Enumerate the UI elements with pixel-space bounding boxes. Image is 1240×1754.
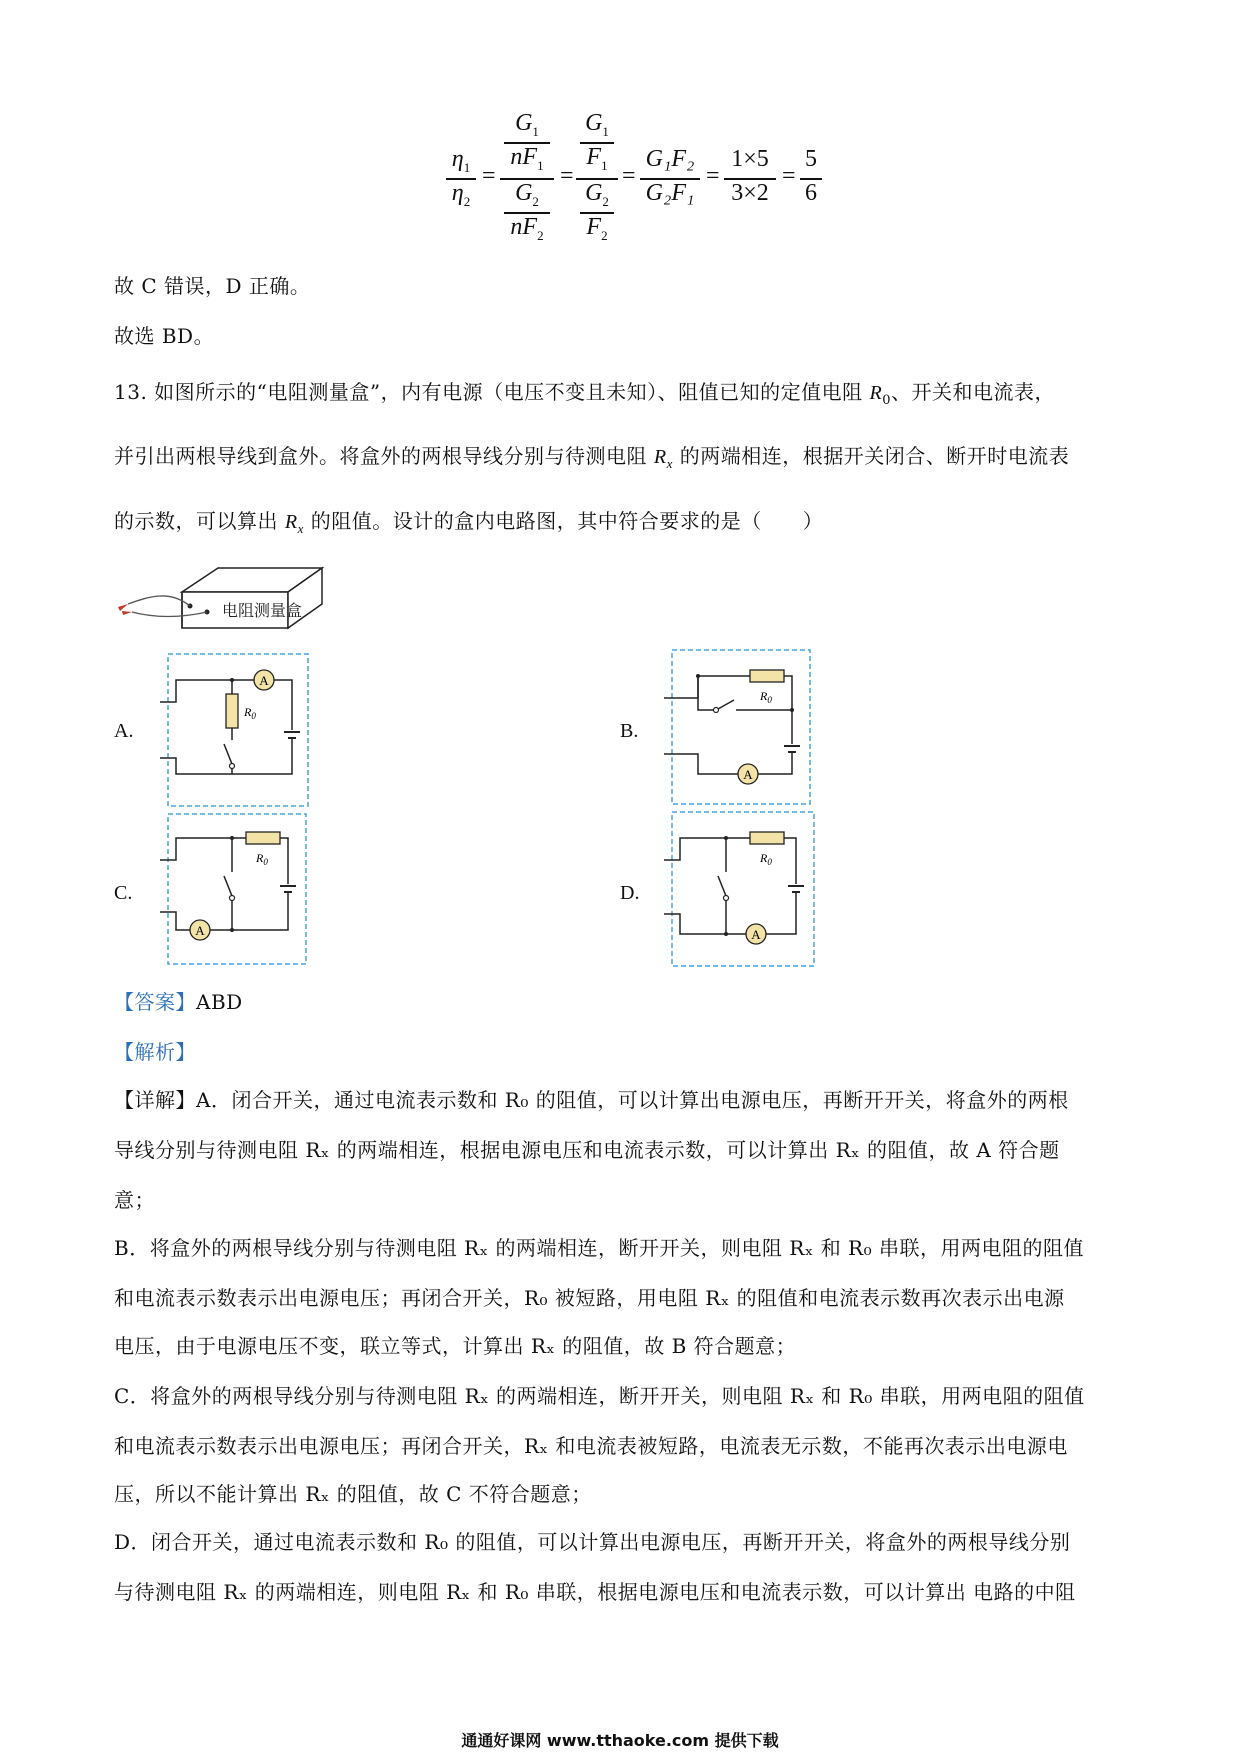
answer-value: ABD (196, 990, 243, 1014)
detail-line-b2: 和电流表示数表示出电源电压；再闭合开关，R₀ 被短路，用电阻 Rₓ 的阻值和电流表示数再次表示出电源 (114, 1286, 1065, 1310)
detail-line-c2: 和电流表示数表示出电源电压；再闭合开关，Rₓ 和电流表被短路，电流表无示数，不能再次表示出电源电 (114, 1434, 1068, 1458)
formula-g2: $G_2$ (585, 180, 609, 209)
question-line-1: 13. 如图所示的“电阻测量盒”，内有电源（电压不变且未知）、阻值已知的定值电阻 $R_0$、开关和电流表， (114, 380, 1055, 408)
formula-f2: $F_2$ (586, 214, 608, 243)
equals-sign: = (560, 163, 574, 189)
detail-line-b3: 电压，由于电源电压不变，联立等式，计算出 Rₓ 的阻值，故 B 符合题意； (114, 1334, 797, 1358)
question-line-2: 并引出两根导线到盒外。将盒外的两根导线分别与待测电阻 $R_x$ 的两端相连，根据开关闭合、断开时电流表 (114, 444, 1070, 471)
ammeter-label: A (195, 923, 205, 938)
detail-line-a1: 【详解】A．闭合开关，通过电流表示数和 R₀ 的阻值，可以计算出电源电压，再断开开关，将盒外的两根 (114, 1088, 1069, 1112)
answer-line (114, 986, 243, 1015)
circuit-diagram-c (160, 812, 310, 968)
option-c-label: C. (114, 882, 133, 904)
formula-g2: $G_2$ (515, 180, 539, 209)
circuit-diagram-a (160, 652, 310, 808)
formula-g1: $G_1$ (585, 110, 609, 139)
formula-eta2: $\eta_2$ (451, 180, 471, 209)
r0-label: $R_0$ (760, 851, 772, 867)
detail-line-b1: B．将盒外的两根导线分别与待测电阻 Rₓ 的两端相连，断开开关，则电阻 Rₓ 和 R₀ 串联，用两电阻的阻值 (114, 1236, 1084, 1260)
formula-nf2: $nF_2$ (510, 214, 544, 243)
detail-line-a3: 意； (114, 1188, 155, 1212)
ammeter-label: A (259, 673, 269, 688)
analysis-tag: 【解析】 (114, 1040, 196, 1064)
option-a-label: A. (114, 720, 134, 742)
formula-6: 6 (805, 180, 817, 206)
equals-sign: = (622, 163, 636, 189)
formula-g2f1: G₂F₁ (645, 180, 695, 206)
formula-1x5: 1×5 (731, 146, 769, 172)
detail-tag: 【详解】 (114, 1088, 196, 1112)
formula-f1: $F_1$ (586, 144, 608, 173)
r0-label: $R_0$ (244, 705, 256, 721)
detail-line-c3: 压，所以不能计算出 Rₓ 的阻值，故 C 不符合题意； (114, 1482, 592, 1506)
option-d-label: D. (620, 882, 640, 904)
detail-line-a2: 导线分别与待测电阻 Rₓ 的两端相连，根据电源电压和电流表示数，可以计算出 Rₓ 的阻值，故 A 符合题 (114, 1138, 1060, 1162)
formula-g1f2: G₁F₂ (645, 146, 695, 172)
circuit-diagram-d (664, 810, 818, 970)
detail-line-c1: C．将盒外的两根导线分别与待测电阻 Rₓ 的两端相连，断开开关，则电阻 Rₓ 和 R₀ 串联，用两电阻的阻值 (114, 1384, 1085, 1408)
answer-tag: 【答案】 (114, 990, 196, 1014)
detail-line-d1: D．闭合开关，通过电流表示数和 R₀ 的阻值，可以计算出电源电压，再断开开关，将盒外的两根导线分别 (114, 1530, 1071, 1554)
equals-sign: = (482, 163, 496, 189)
choice-line: 故选 BD。 (114, 324, 215, 348)
formula-3x2: 3×2 (731, 180, 769, 206)
detail-line-d2: 与待测电阻 Rₓ 的两端相连，则电阻 Rₓ 和 R₀ 串联，根据电源电压和电流表示数，可以计算出 电路的中阻 (114, 1580, 1076, 1604)
equals-sign: = (782, 163, 796, 189)
ammeter-label: A (743, 767, 753, 782)
formula-5: 5 (805, 146, 817, 172)
formula-nf1: $nF_1$ (510, 144, 544, 173)
conclusion-line: 故 C 错误，D 正确。 (114, 274, 311, 298)
formula-eta1: $\eta_1$ (451, 146, 471, 175)
measurement-box-illustration (110, 560, 330, 640)
formula-g1: $G_1$ (515, 110, 539, 139)
question-line-3: 的示数，可以算出 $R_x$ 的阻值。设计的盒内电路图，其中符合要求的是（ ） (114, 509, 824, 536)
r0-label: $R_0$ (256, 851, 268, 867)
box-label: 电阻测量盒 (222, 603, 303, 620)
ammeter-label: A (751, 927, 761, 942)
equals-sign: = (706, 163, 720, 189)
circuit-diagram-b (664, 648, 814, 808)
page-footer: 通通好课网 www.tthaoke.com 提供下载 (461, 1731, 779, 1750)
option-b-label: B. (620, 720, 639, 742)
r0-label: $R_0$ (760, 689, 772, 705)
